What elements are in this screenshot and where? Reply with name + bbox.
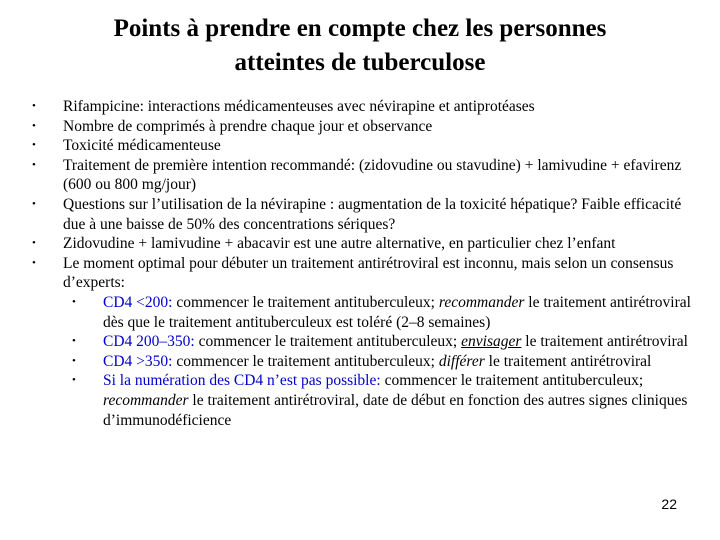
bullet-icon: • [32,139,36,152]
list-item-text: Le moment optimal pour débuter un traitement antirétroviral est inconnu, mais selon un consensus d’experts: [63,254,674,292]
cd4-label: CD4 >350: [103,352,173,370]
list-item [32,136,692,156]
cd4-label: Si la numération des CD4 n’est pas possible: [103,372,381,390]
sub-item-text: commencer le traitement antituberculeux; [380,372,644,390]
sub-item-text: le traitement antirétroviral dès que le traitement antituberculeux est toléré (2–8 semaines) [103,293,691,331]
recommendation-verb: envisager [461,333,522,351]
list-item-text: Traitement de première intention recommandé: (zidovudine ou stavudine) + lamivudine + efavirenz (600 ou 800 mg/jour) [63,156,682,194]
list-item [32,97,692,117]
recommendation-verb: recommander [103,391,189,409]
list-item-text: Nombre de comprimés à prendre chaque jour et observance [63,117,433,135]
sub-item-text: le traitement antirétroviral [484,352,652,370]
bullet-icon: • [72,374,76,387]
bullet-icon: • [32,100,36,112]
bullet-icon: • [32,158,36,171]
sub-item-text: commencer le traitement antituberculeux; [194,333,462,351]
sub-list-item [72,371,692,430]
bullet-icon: • [32,119,36,132]
recommendation-verb: recommander [438,293,525,311]
cd4-label: CD4 200–350: [103,333,195,351]
list-item-text: Zidovudine + lamivudine + abacavir est une autre alternative, en particulier chez l’enfant [63,235,616,253]
list-item [32,254,692,430]
bullet-icon: • [72,354,76,367]
recommendation-verb: différer [438,352,485,370]
sub-item-text: le traitement antirétroviral, date de début en fonction des autres signes cliniques d’immunodéficience [103,391,688,429]
sub-list-item [72,352,692,372]
sub-list-item [72,293,692,332]
sub-item-text: commencer le traitement antituberculeux; [172,352,439,370]
list-item [32,234,692,254]
title-line-1: Points à prendre en compte chez les personnes [113,15,607,42]
cd4-label: CD4 <200: [103,293,173,311]
list-item [32,156,692,195]
sub-list-item [72,332,692,352]
sub-item-text: le traitement antirétroviral [521,333,688,351]
list-item [32,117,692,137]
bullet-icon: • [32,197,36,210]
slide-title [60,12,660,80]
bullet-icon: • [72,295,76,308]
list-item-text: Questions sur l’utilisation de la névirapine : augmentation de la toxicité hépatique? Faible efficacité due à une baisse de 50% des concentrations sériques? [63,195,682,233]
page-number: 22 [661,496,677,512]
sub-item-text: commencer le traitement antituberculeux; [172,293,439,311]
bullet-icon: • [32,256,36,269]
list-item [32,195,692,234]
bullet-icon: • [72,335,76,348]
slide-body [32,97,692,430]
title-line-2: atteintes de tuberculose [234,49,486,76]
sub-bullet-list [63,293,692,430]
bullet-list [32,97,692,430]
list-item-text: Rifampicine: interactions médicamenteuses avec névirapine et antiprotéases [63,98,535,115]
bullet-icon: • [32,237,36,250]
list-item-text: Toxicité médicamenteuse [63,137,221,155]
